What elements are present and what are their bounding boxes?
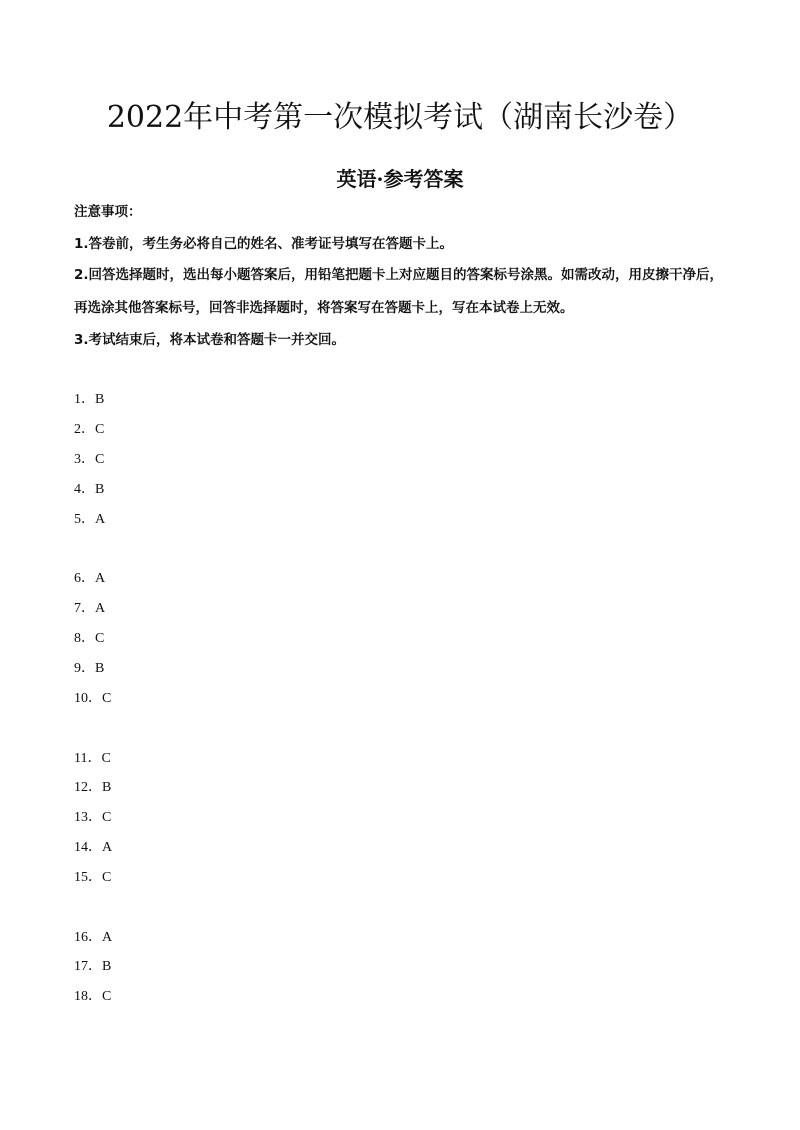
answer-letter: C (95, 631, 105, 646)
note-item-2: 2.回答选择题时，选出每小题答案后，用铅笔把题卡上对应题目的答案标号涂黑。如需改动，用皮擦干净后，再选涂其他答案标号，回答非选择题时，将答案写在答题卡上，写在本试卷上无效。 (74, 267, 724, 316)
answer-row (74, 510, 105, 530)
question-number: 16． (74, 930, 102, 945)
answer-letter: C (102, 810, 112, 825)
answer-letter: A (102, 840, 113, 855)
answer-letter: B (95, 482, 105, 497)
question-number: 17． (74, 959, 102, 974)
question-number: 15． (74, 870, 102, 885)
answer-letter: A (102, 930, 113, 945)
question-number: 1． (74, 392, 95, 407)
answer-row (74, 599, 105, 619)
question-number: 5． (74, 512, 95, 527)
question-number: 11． (74, 751, 102, 766)
answer-letter: C (102, 870, 112, 885)
question-number: 18． (74, 989, 102, 1004)
question-number: 14． (74, 840, 102, 855)
question-number: 12． (74, 780, 102, 795)
answer-row (74, 569, 105, 589)
question-number: 4． (74, 482, 95, 497)
answer-row (74, 957, 111, 977)
answer-letter: C (101, 751, 111, 766)
answer-row (74, 629, 104, 649)
answer-row (74, 838, 112, 858)
answer-row (74, 689, 111, 709)
answer-letter: A (95, 601, 106, 616)
question-number: 10． (74, 691, 102, 706)
question-number: 6． (74, 571, 95, 586)
document-subtitle: 英语·参考答案 (336, 167, 464, 191)
answer-row (74, 450, 104, 470)
answer-letter: A (95, 571, 106, 586)
note-item-3: 3.考试结束后，将本试卷和答题卡一并交回。 (74, 332, 346, 348)
document-title: 2022年中考第一次模拟考试（湖南长沙卷） (106, 100, 694, 135)
notes-heading: 注意事项： (74, 204, 142, 220)
answer-letter: C (95, 452, 105, 467)
answer-row (74, 808, 111, 828)
answer-letter: C (102, 989, 112, 1004)
answer-row (74, 659, 104, 679)
answer-letter: C (95, 422, 105, 437)
answer-letter: A (95, 512, 106, 527)
answer-row (74, 390, 104, 410)
answer-letter: B (102, 780, 112, 795)
question-number: 8． (74, 631, 95, 646)
question-number: 7． (74, 601, 95, 616)
answer-letter: B (95, 661, 105, 676)
answer-row (74, 420, 104, 440)
answer-letter: C (102, 691, 112, 706)
answer-letter: B (95, 392, 105, 407)
answer-row (74, 928, 112, 948)
question-number: 13． (74, 810, 102, 825)
answer-row (74, 749, 111, 769)
answer-letter: B (102, 959, 112, 974)
answer-row (74, 778, 111, 798)
question-number: 3． (74, 452, 95, 467)
question-number: 2． (74, 422, 95, 437)
answer-row (74, 868, 111, 888)
answer-row (74, 987, 111, 1007)
question-number: 9． (74, 661, 95, 676)
note-item-1: 1.答卷前，考生务必将自己的姓名、准考证号填写在答题卡上。 (74, 236, 454, 252)
answer-row (74, 480, 104, 500)
